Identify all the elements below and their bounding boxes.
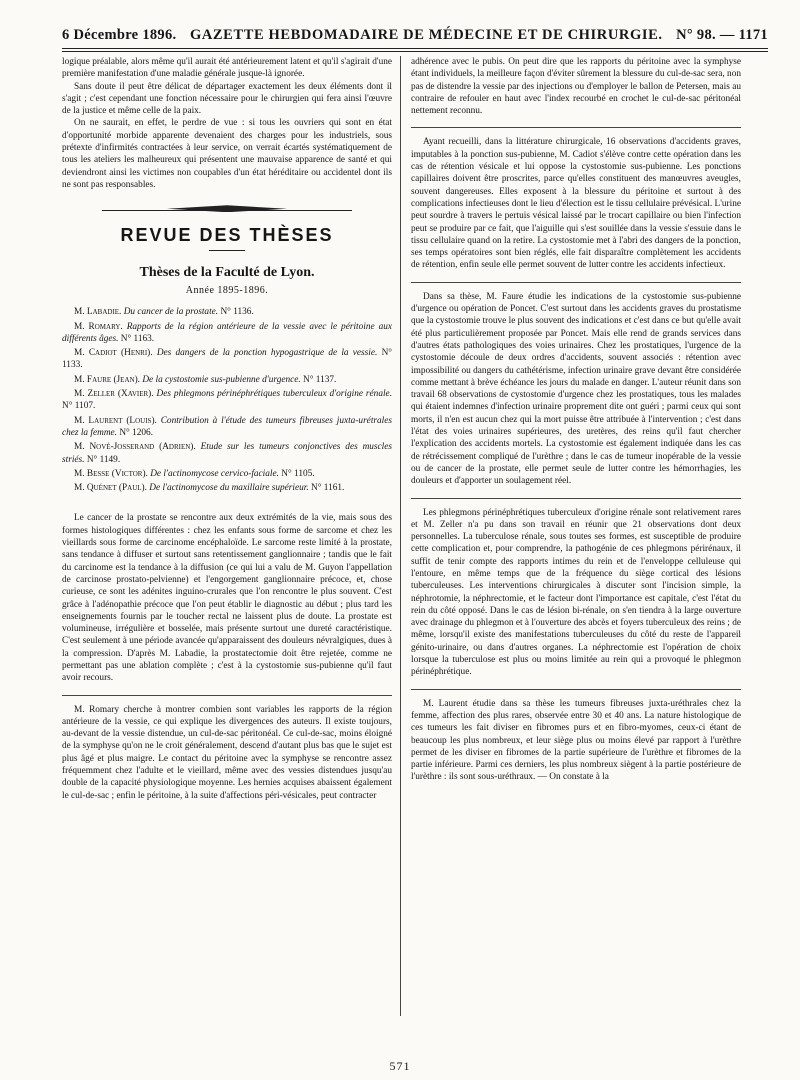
- paragraph: M. Romary cherche à montrer combien sont variables les rapports de la région antérieure de la vessie, ce qui explique les divergences des auteurs. Il existe toujours, au-devant de la vessie distendue, un cul-de-sac péritonéal. Ce cul-de-sac, moins éloigné de la symphyse qu'on ne le croit généralement, descend d'autant plus bas que le sujet est plus âgé et plus maigre. Le contact du péritoine avec la symphyse se rencontre assez fréquemment chez l'adulte et le vieillard, même avec des vessies distendues jusqu'au double de la capacité physiologique moyenne. Les hernies acquises abaissent également le cul-de-sac ; enfin le péritoine, à la suite d'affections péri-vésicales, peut contracter: [62, 704, 392, 801]
- columns: [62, 56, 768, 1016]
- list-item: M. Labadie. Du cancer de la prostate. N° 1136.: [74, 307, 254, 318]
- running-header: [62, 0, 768, 49]
- paragraph: Ayant recueilli, dans la littérature chirurgicale, 16 observations d'accidents graves, imputables à la ponction sus-pubienne, M. Cadiot s'élève contre cette opération dans les cas de rétention vésicale et lui oppose la cystostomie sus-pubienne. Les ponctions capillaires doivent être proscrites, parce qu'elles constituent des manœuvres aveugles, souvent dangereuses. Elles exposent à la blessure du péritoine et surtout à des complications infectieuses dont le lieu d'élection est le tissu cellulaire prévésical. L'urine peut sourdre à travers le pertuis vésical laissé par le trocart capillaire ou bien l'infection peut se produire par ce fait, que l'aiguille qui s'est souillée dans la vessie s'essuie dans le tissu cellulaire quand on la retire. La cystostomie met à l'abri des dangers de la ponction, ses temps opératoires sont bien réglés, elle fait disparaître complètement les accidents de rétention, enfin seule elle permet souvent de lutter contre les accidents infectieux.: [411, 137, 741, 271]
- right-column: [400, 56, 741, 1016]
- list-item: M. Zeller (Xavier). Des phlegmons périnéphrétiques tuberculeux d'origine rénale. N° 1107.: [62, 389, 393, 412]
- paragraph: Sans doute il peut être délicat de départager exactement les deux éléments dont il s'agit ; c'est cependant une fonction nécessaire pour le chirurgien qui fera ainsi l'œuvre de la justice et même celle de la paix.: [62, 81, 392, 117]
- list-item: M. Besse (Victor). De l'actinomycose cervico-faciale. N° 1105.: [74, 468, 315, 479]
- list-item: M. Quénet (Paul). De l'actinomycose du maxillaire supérieur. N° 1161.: [74, 483, 345, 494]
- paragraph: adhérence avec le pubis. On peut dire que les rapports du péritoine avec la symphyse étant individuels, la meilleure façon d'éviter sûrement la blessure du cul-de-sac sera, non pas de distendre la vessie par des injections ou d'employer le ballon de Petersen, mais au contraire de refouler en haut avec l'index recourbé en crochet le cul-de-sac péritonéal nettement reconnu.: [411, 57, 741, 117]
- left-column: [62, 56, 400, 1016]
- divider: [411, 498, 741, 499]
- paragraph: On ne saurait, en effet, le perdre de vue : si tous les ouvriers qui sont en état d'opportunité morbide apparente devenaient des charges pour les industriels, sous prétexte d'infirmités contractées à leur service, on verrait écartés systématiquement de tous les ateliers les malheureux qui présentent une mauvaise apparence de santé et qui deviendront ainsi les victimes non coupables d'un état héréditaire ou accidentel dont ils ne sont pas responsables.: [62, 118, 392, 190]
- header-date: 6 Décembre 1896.: [62, 27, 177, 43]
- list-item: M. Laurent (Louis). Contribution à l'étude des tumeurs fibreuses juxta-urétrales chez la femme. N° 1206.: [62, 415, 392, 438]
- page-number: 571: [389, 1059, 411, 1073]
- theses-list: [62, 306, 392, 494]
- divider: [411, 282, 741, 283]
- divider: [411, 127, 741, 128]
- paragraph: Les phlegmons périnéphrétiques tuberculeux d'origine rénale sont relativement rares et M. Zeller n'a pu dans son travail en réunir que 21 observations dont deux personnelles. La tuberculose rénale, sous toutes ses formes, est susceptible de produire cette complication et, pour comprendre, la pathogénie de ces phlegmons périrénaux, il suffit de tenir compte des rapports intimes du rein et de l'enveloppe celluleuse qui l'entoure, en même temps que de la fréquence du siège cortical des lésions tuberculeuses. Les interventions chirurgicales à discuter sont l'incision simple, la néphrotomie, la néphrectomie, et le facteur dont l'importance est capitale, c'est l'état du rein du côté opposé. Dans le cas de lésion bi-rénale, on s'en tiendra à la large ouverture avec drainage du phlegmon et à l'ouverture des abcès et foyers tuberculeux des reins ; de même, lorsqu'il existe des manifestations tuberculeuses du côté du reste de l'appareil génito-urinaire, ou dans d'autres organes. La néphrectomie est l'opération de choix lorsque la tuberculose est plus ou moins limitée au rein qui a provoqué le phlegmon périnéphrétique.: [411, 507, 741, 678]
- list-item: M. Faure (Jean). De la cystostomie sus-pubienne d'urgence. N° 1137.: [74, 374, 337, 385]
- header-rule: [62, 51, 768, 52]
- list-item: M. Nové-Josserand (Adrien). Etude sur les tumeurs conjonctives des muscles striés. N° 1149.: [62, 442, 393, 465]
- list-item: M. Romary. Rapports de la région antérieure de la vessie avec le péritoine aux différents âges. N° 1163.: [62, 321, 393, 344]
- paragraph: Le cancer de la prostate se rencontre aux deux extrémités de la vie, mais sous des formes histologiques différentes : chez les enfants sous forme de sarcome et chez les vieillards sous forme de carcinome encéphaloïde. Le sarcome reste limité à la prostate, sans tendance à diffuser et surtout sans retentissement ganglionnaire ; tandis que le fait du carcinome est la tendance à la diffusion (ce qui lui a valu de M. Guyon l'appellation de carcinose prostato-pelvienne) et l'engorgement ganglionnaire précoce, et, chose curieuse, ce sont les adénites inguino-crurales que l'on rencontre le plus souvent. C'est grâce à l'adénopathie précoce que l'on peut établir le diagnostic au début ; plus tard les enseignements fournis par le toucher rectal ne laissent plus de doute. La prostate est volumineuse, irrégulière et bosselée, mais présente surtout une dureté caractéristique. C'est seulement à une période avancée qu'apparaissent des douleurs névralgiques, dues à la compression. D'après M. Labadie, la prostatectomie doit être rejetée, comme ne permettant pas une ablation complète ; c'est à la cystostomie sus-pubienne qu'il faut avoir recours.: [62, 513, 392, 684]
- section-title: REVUE DES THÈSES: [120, 225, 334, 246]
- divider: [62, 695, 392, 696]
- list-item: M. Cadiot (Henri). Des dangers de la ponction hypogastrique de la vessie. N° 1133.: [62, 348, 393, 371]
- header-title: GAZETTE HEBDOMADAIRE DE MÉDECINE ET DE CHIRURGIE.: [189, 27, 663, 43]
- ornament-divider: [62, 207, 392, 215]
- paragraph: Dans sa thèse, M. Faure étudie les indications de la cystostomie sus-pubienne d'urgence ou opération de Poncet. C'est surtout dans les accidents graves du prostatisme que la cystostomie trouve le plus souvent des indications et c'est dans ce but qu'elle avait été plus particulièrement proposée par Poncet. Mais elle rend de grands services dans d'autres états pathologiques des voies urinaires. Chez les prostatiques, l'urgence de la cystostomie découle de deux ordres d'accidents, souvent associés : rétention avec impossibilité ou dangers du cathétérisme, infection urinaire grave devant être considérée comme mettant à brève échéance les jours du malade en danger. L'auteur réunit dans son travail 68 observations de cystostomie d'urgence chez les prostatiques, tous les malades qui étaient indemnes d'infection urinaire proprement dite ont guéri ; parmi ceux qui sont morts, il n'en est aucun chez qui la mort puisse être attribuée à l'intervention ; c'est dans l'état des voies urinaires supérieures, des uretères, des reins qu'il faut chercher l'explication des accidents mortels. La cystostomie est également indiquée dans les cas de rétrécissement compliqué de l'urèthre ; dans le cas de tumeur inopérable de la vessie ou de cancer de la prostate, elle permet seule de lutter contre les hémorrhagies, les douleurs et d'apporter un soulagement réel.: [411, 291, 741, 487]
- header-issue: N° 98. — 1171: [676, 27, 768, 43]
- year-line: Année 1895-1896.: [185, 285, 269, 297]
- paragraph: logique préalable, alors même qu'il aurait été antérieurement latent et qu'il s'agirait d'une première manifestation d'une maladie générale jusque-là ignorée.: [62, 57, 392, 80]
- paragraph: M. Laurent étudie dans sa thèse les tumeurs fibreuses juxta-uréthrales chez la femme, affection des plus rares, observée entre 30 et 40 ans. La nature histologique de ces tumeurs les fait diviser en fibromes purs et en fibro-myomes, ceux-ci étant de beaucoup les plus nombreux, et leur siège plus ou moins élevé par rapport à l'urèthre permet de les diviser en fibromes de la partie supérieure de l'urèthre et fibromes de la partie inférieure. Parmi ces derniers, les plus nombreux siègent à la partie postérieure de l'urèthre : ils sont sous-uréthraux. — On constate à la: [411, 698, 741, 783]
- subsection-title: Thèses de la Faculté de Lyon.: [139, 265, 315, 281]
- title-dash: [209, 250, 245, 251]
- divider: [411, 689, 741, 690]
